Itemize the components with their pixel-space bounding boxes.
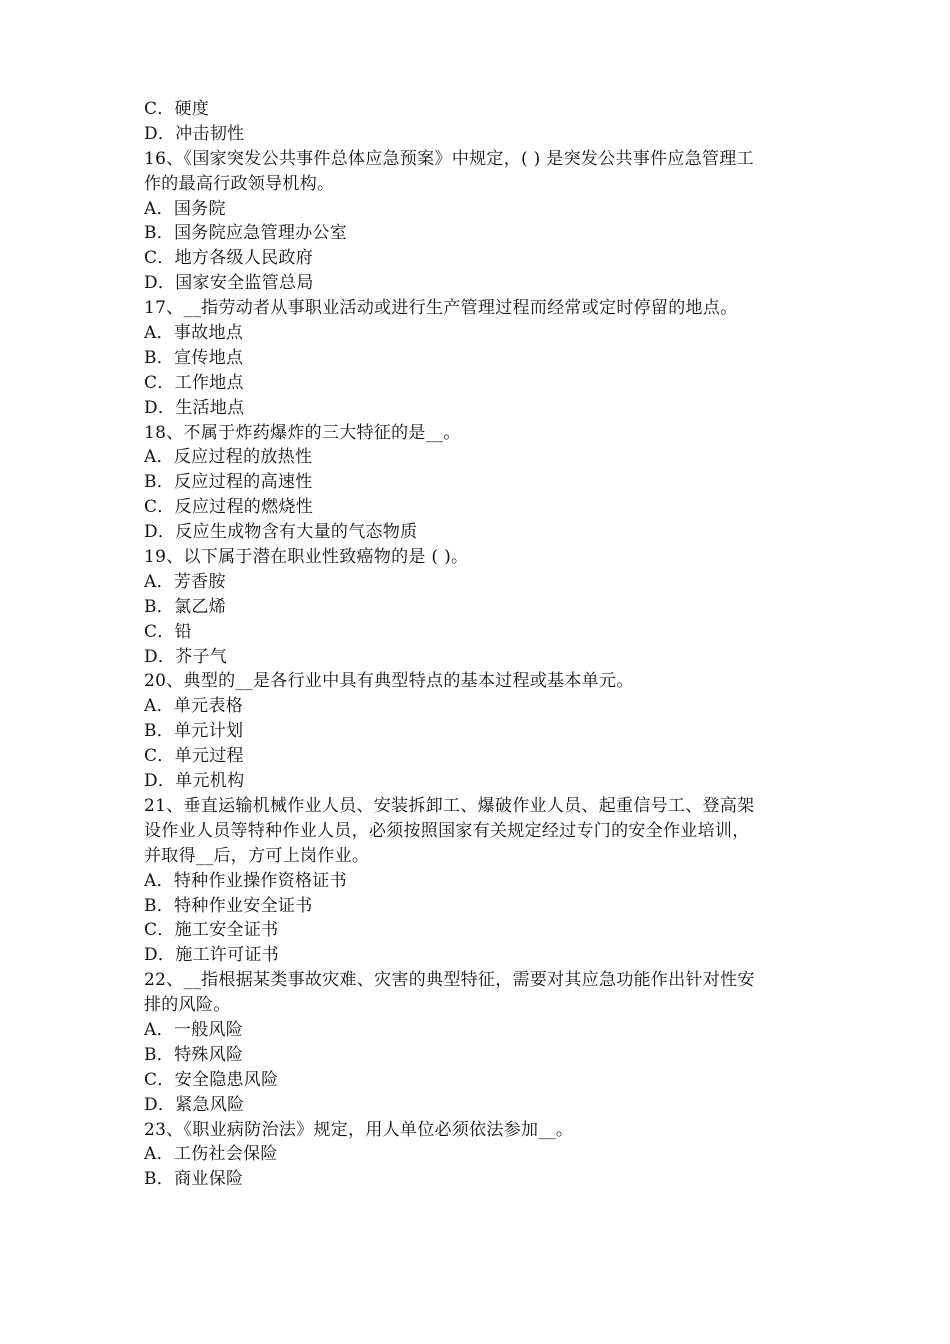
text-line: D．芥子气	[144, 646, 228, 667]
text-line: 22、__指根据某类事故灾难、灾害的典型特征，需要对其应急功能作出针对性安	[144, 970, 755, 991]
text-line: 并取得__后，方可上岗作业。	[144, 845, 370, 866]
text-line: 19、以下属于潜在职业性致癌物的是 ( )。	[144, 547, 469, 568]
exam-text-block	[144, 97, 816, 1192]
text-line: A．工伤社会保险	[144, 1144, 278, 1165]
text-line: C．单元过程	[144, 746, 244, 767]
text-line: 排的风险。	[144, 995, 231, 1016]
text-line: 23、《职业病防治法》规定，用人单位必须依法参加__。	[144, 1119, 574, 1140]
text-line: C．施工安全证书	[144, 920, 279, 941]
text-line: D．紧急风险	[144, 1094, 245, 1115]
text-line: B．宣传地点	[144, 347, 244, 368]
text-line: 17、__指劳动者从事职业活动或进行生产管理过程而经常或定时停留的地点。	[144, 298, 738, 319]
text-line: B．特殊风险	[144, 1044, 244, 1065]
text-line: B．国务院应急管理办公室	[144, 223, 348, 244]
text-line: D．国家安全监管总局	[144, 273, 314, 294]
text-line: A．事故地点	[144, 323, 244, 344]
text-line: B．反应过程的高速性	[144, 472, 313, 493]
text-line: A．芳香胺	[144, 571, 226, 592]
text-line: B．特种作业安全证书	[144, 895, 313, 916]
text-line: A．单元表格	[144, 696, 244, 717]
text-line: C．硬度	[144, 99, 210, 119]
text-line: A．一般风险	[144, 1019, 244, 1040]
text-line: C．安全隐患风险	[144, 1069, 279, 1090]
text-line: 21、垂直运输机械作业人员、安装拆卸工、爆破作业人员、起重信号工、登高架	[144, 795, 755, 816]
text-line: D．单元机构	[144, 771, 245, 792]
text-line: D．反应生成物含有大量的气态物质	[144, 522, 418, 543]
text-line: B．商业保险	[144, 1169, 244, 1190]
text-line: C．反应过程的燃烧性	[144, 497, 314, 518]
text-line: A．特种作业操作资格证书	[144, 870, 347, 891]
text-line: C．地方各级人民政府	[144, 248, 314, 269]
text-line: D．冲击韧性	[144, 123, 245, 144]
text-line: D．生活地点	[144, 397, 245, 418]
text-line: A．国务院	[144, 198, 226, 219]
text-line: 作的最高行政领导机构。	[144, 173, 335, 194]
text-line: C．工作地点	[144, 372, 244, 393]
text-line: 18、不属于炸药爆炸的三大特征的是__。	[144, 422, 461, 443]
text-line: A．反应过程的放热性	[144, 447, 313, 468]
text-line: B．单元计划	[144, 721, 244, 742]
text-line: B．氯乙烯	[144, 596, 226, 617]
text-line: C．铅	[144, 621, 192, 642]
text-line: 20、典型的__是各行业中具有典型特点的基本过程或基本单元。	[144, 671, 634, 692]
text-line: D．施工许可证书	[144, 945, 280, 966]
text-line: 设作业人员等特种作业人员，必须按照国家有关规定经过专门的安全作业培训，	[144, 820, 750, 841]
text-line: 16、《国家突发公共事件总体应急预案》中规定，( ) 是突发公共事件应急管理工	[144, 148, 754, 169]
